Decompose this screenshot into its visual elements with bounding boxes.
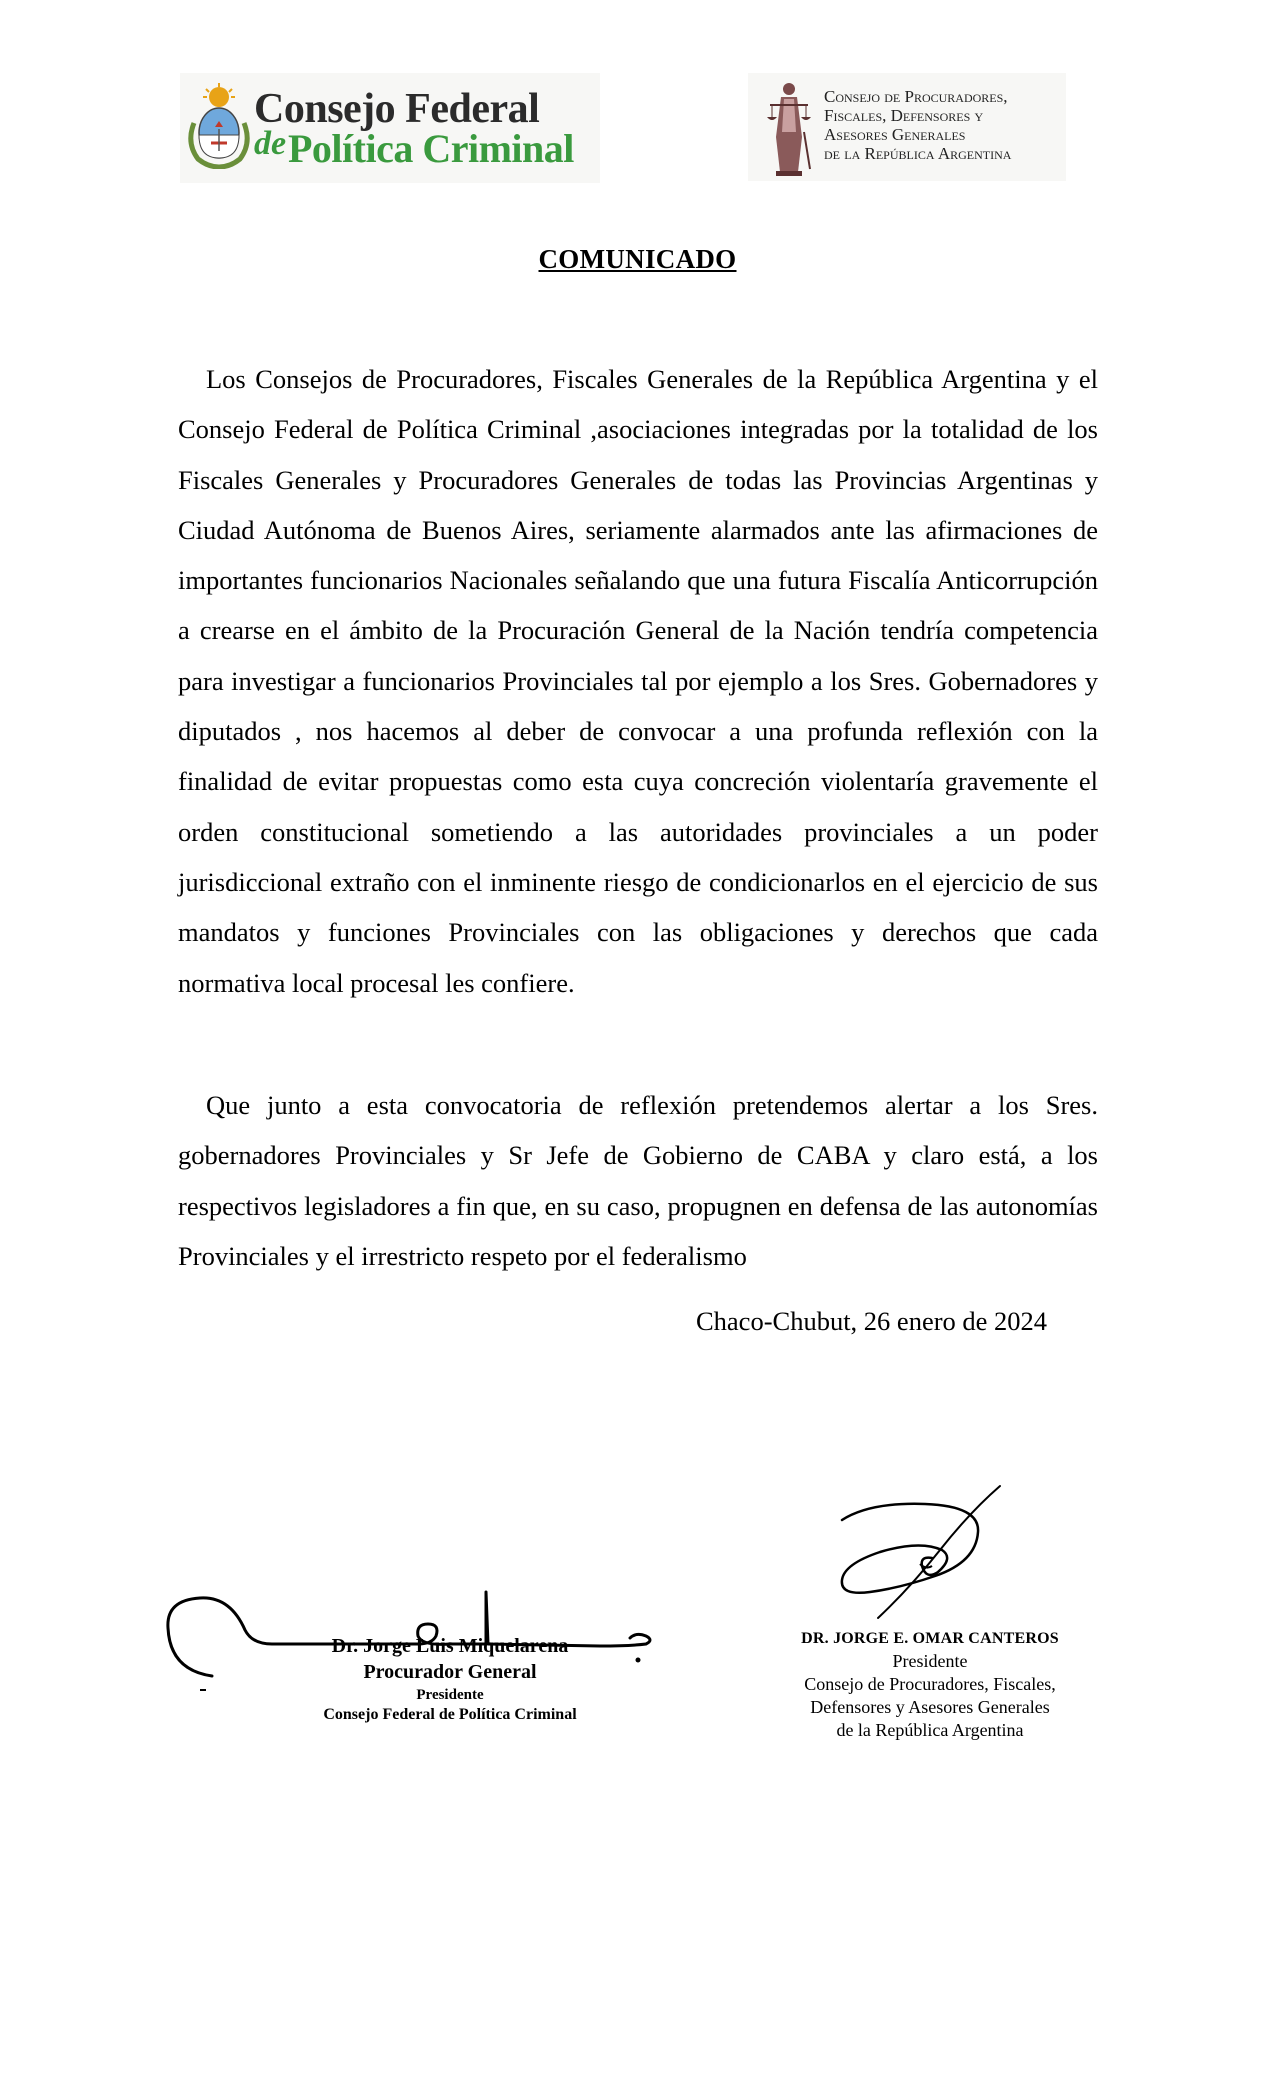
lady-justice-icon bbox=[764, 77, 814, 177]
signer-2-org-line1: Consejo de Procuradores, Fiscales, bbox=[804, 1674, 1056, 1694]
cfpc-logo-de: de bbox=[254, 125, 287, 162]
cfpc-logo-line2: Política Criminal bbox=[288, 126, 574, 171]
signer-2-org-line2: Defensores y Asesores Generales bbox=[810, 1697, 1050, 1717]
council-logo bbox=[748, 73, 1066, 181]
signer-block-1 bbox=[280, 1633, 620, 1725]
body-paragraph-1: Los Consejos de Procuradores, Fiscales Generales de la República Argentina y el Consejo Federal de Política Criminal ,asociaciones integradas por la totalidad de los Fiscales Generales y Procuradores Generales de todas las Provincias Argentinas y Ciudad Autónoma de Buenos Aires, seriamente alarmados ante las afirmaciones de importantes funcionarios Nacionales señalando que una futura Fiscalía Anticorrupción a crearse en el ámbito de la Procuración General de la Nación tendría competencia para investigar a funcionarios Provinciales tal por ejemplo a los Sres. Gobernadores y diputados , nos hacemos al deber de convocar a una profunda reflexión con la finalidad de evitar propuestas como esta cuya concreción violentaría gravemente el orden constitucional sometiendo a las autoridades provinciales a un poder jurisdiccional extraño con el inminente riesgo de condicionarlos en el ejercicio de sus mandatos y funciones Provinciales con las obligaciones y derechos que cada normativa local procesal les confiere. bbox=[178, 364, 1098, 998]
signer-2-name: DR. JORGE E. OMAR CANTEROS bbox=[801, 1630, 1059, 1647]
council-logo-text bbox=[824, 87, 1064, 163]
council-logo-line1: Consejo de Procuradores, bbox=[824, 87, 1008, 106]
council-logo-line2: Fiscales, Defensores y bbox=[824, 106, 984, 125]
signer-1-org: Consejo Federal de Política Criminal bbox=[323, 1706, 577, 1723]
signer-1-name: Dr. Jorge Luis Miquelarena bbox=[331, 1635, 569, 1657]
council-logo-line4: de la República Argentina bbox=[824, 144, 1012, 163]
argentina-coat-of-arms-icon bbox=[184, 83, 254, 169]
place-date: Chaco-Chubut, 26 enero de 2024 bbox=[696, 1306, 1048, 1336]
council-logo-line3: Asesores Generales bbox=[824, 125, 966, 144]
signature-canteros bbox=[830, 1480, 1010, 1625]
signer-2-org-line3: de la República Argentina bbox=[836, 1720, 1024, 1740]
signer-1-role: Procurador General bbox=[363, 1661, 537, 1683]
body-paragraph-2: Que junto a esta convocatoria de reflexión pretendemos alertar a los Sres. gobernadores Provinciales y Sr Jefe de Gobierno de CABA y claro está, a los respectivos legisladores a fin que, en su caso, propugnen en defensa de las autonomías Provinciales y el irrestricto respeto por el federalismo bbox=[178, 1090, 1098, 1271]
cfpc-logo bbox=[180, 73, 600, 183]
document-title: COMUNICADO bbox=[538, 244, 737, 274]
cfpc-logo-line1: Consejo Federal bbox=[254, 86, 540, 132]
signer-2-role: Presidente bbox=[892, 1651, 968, 1671]
signer-block-2 bbox=[770, 1628, 1090, 1742]
signer-1-title: Presidente bbox=[416, 1687, 484, 1703]
